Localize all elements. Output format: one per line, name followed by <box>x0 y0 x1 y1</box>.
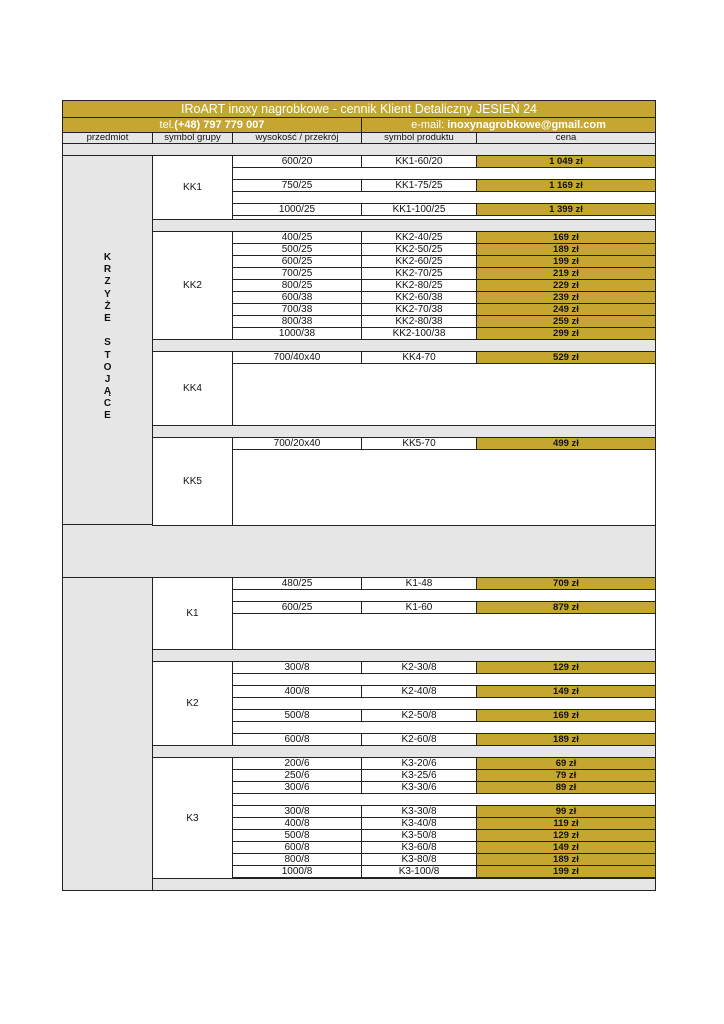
product-code-cell: KK1-100/25 <box>361 203 477 216</box>
group-symbol-cell: KK5 <box>152 437 233 526</box>
price-cell: 99 zł <box>476 805 656 818</box>
size-cell: 700/20x40 <box>232 437 362 450</box>
size-cell: 750/25 <box>232 179 362 192</box>
price-cell: 499 zł <box>476 437 656 450</box>
size-cell: 300/6 <box>232 781 362 794</box>
group-symbol-cell: KK4 <box>152 351 233 426</box>
price-cell: 169 zł <box>476 709 656 722</box>
section-letter: Ż <box>104 300 111 312</box>
product-code-cell: K3-40/8 <box>361 817 477 830</box>
group-body <box>232 437 656 526</box>
product-code-cell: KK2-60/25 <box>361 255 477 268</box>
email-label: e-mail: <box>411 118 448 131</box>
size-cell: 300/8 <box>232 661 362 674</box>
size-cell: 400/25 <box>232 231 362 244</box>
size-cell: 200/6 <box>232 757 362 770</box>
group-separator-row <box>152 878 656 891</box>
column-header-przedmiot: przedmiot <box>62 132 153 144</box>
price-cell: 1 399 zł <box>476 203 656 216</box>
price-cell: 529 zł <box>476 351 656 364</box>
price-cell: 219 zł <box>476 267 656 280</box>
price-cell: 79 zł <box>476 769 656 782</box>
phone-label: tel. <box>159 118 175 131</box>
product-code-cell: K3-80/8 <box>361 853 477 866</box>
email-cell <box>361 117 656 133</box>
product-code-cell: K3-25/6 <box>361 769 477 782</box>
product-code-cell: K2-50/8 <box>361 709 477 722</box>
product-code-cell: K3-30/8 <box>361 805 477 818</box>
product-code-cell: KK1-75/25 <box>361 179 477 192</box>
size-cell: 800/38 <box>232 315 362 328</box>
size-cell: 600/20 <box>232 155 362 168</box>
section-letter: E <box>104 312 111 324</box>
size-cell: 1000/8 <box>232 865 362 878</box>
product-code-cell: K3-20/6 <box>361 757 477 770</box>
price-cell: 189 zł <box>476 243 656 256</box>
price-cell: 69 zł <box>476 757 656 770</box>
price-cell: 149 zł <box>476 685 656 698</box>
product-code-cell: KK2-60/38 <box>361 291 477 304</box>
product-code-cell: K3-50/8 <box>361 829 477 842</box>
section-letter: C <box>103 398 112 410</box>
section-separator-band <box>62 524 656 578</box>
product-code-cell: KK2-80/38 <box>361 315 477 328</box>
price-list-title: IRoART inoxy nagrobkowe - cennik Klient Detaliczny JESIEŃ 24 <box>62 100 656 118</box>
phone-number: (+48) 797 779 007 <box>174 118 265 131</box>
size-cell: 800/8 <box>232 853 362 866</box>
price-cell: 189 zł <box>476 853 656 866</box>
email-address: inoxynagrobkowe@gmail.com <box>447 118 606 131</box>
size-cell: 700/25 <box>232 267 362 280</box>
price-cell: 709 zł <box>476 577 656 590</box>
section-letter: O <box>103 361 112 373</box>
phone-cell <box>62 117 362 133</box>
product-code-cell: K2-60/8 <box>361 733 477 746</box>
size-cell: 1000/25 <box>232 203 362 216</box>
size-cell: 480/25 <box>232 577 362 590</box>
size-cell: 500/25 <box>232 243 362 256</box>
section-letter <box>106 325 109 337</box>
product-code-cell: KK1-60/20 <box>361 155 477 168</box>
section-letter: T <box>104 349 111 361</box>
section-letter: E <box>104 410 111 422</box>
size-cell: 600/38 <box>232 291 362 304</box>
group-symbol-cell: KK2 <box>152 231 233 341</box>
price-cell: 169 zł <box>476 231 656 244</box>
section-krzyze-stojace-label <box>62 252 153 423</box>
product-code-cell: KK2-100/38 <box>361 327 477 340</box>
size-cell: 700/40x40 <box>232 351 362 364</box>
section-k <box>62 577 153 891</box>
size-cell: 400/8 <box>232 817 362 830</box>
size-cell: 400/8 <box>232 685 362 698</box>
size-cell: 600/25 <box>232 255 362 268</box>
size-cell: 600/8 <box>232 841 362 854</box>
price-cell: 229 zł <box>476 279 656 292</box>
product-code-cell: K1-60 <box>361 601 477 614</box>
product-code-cell: K3-60/8 <box>361 841 477 854</box>
product-code-cell: K2-40/8 <box>361 685 477 698</box>
column-header-symbol-produktu: symbol produktu <box>361 132 477 144</box>
group-symbol-cell: K2 <box>152 661 233 746</box>
price-cell: 129 zł <box>476 661 656 674</box>
price-cell: 199 zł <box>476 865 656 878</box>
price-cell: 1 169 zł <box>476 179 656 192</box>
size-cell: 300/8 <box>232 805 362 818</box>
product-code-cell: KK2-70/38 <box>361 303 477 316</box>
product-code-cell: K2-30/8 <box>361 661 477 674</box>
group-symbol-cell: K3 <box>152 757 233 880</box>
price-cell: 199 zł <box>476 255 656 268</box>
size-cell: 700/38 <box>232 303 362 316</box>
product-code-cell: KK5-70 <box>361 437 477 450</box>
price-cell: 259 zł <box>476 315 656 328</box>
group-symbol-cell: KK1 <box>152 155 233 221</box>
section-letter: Z <box>104 276 111 288</box>
product-code-cell: KK2-70/25 <box>361 267 477 280</box>
product-code-cell: KK2-40/25 <box>361 231 477 244</box>
price-cell: 129 zł <box>476 829 656 842</box>
size-cell: 1000/38 <box>232 327 362 340</box>
price-cell: 149 zł <box>476 841 656 854</box>
group-symbol-cell: K1 <box>152 577 233 650</box>
price-cell: 189 zł <box>476 733 656 746</box>
section-letter: Ą <box>103 386 112 398</box>
price-cell: 299 zł <box>476 327 656 340</box>
size-cell: 800/25 <box>232 279 362 292</box>
section-letter: K <box>103 252 112 263</box>
product-code-cell: K1-48 <box>361 577 477 590</box>
product-code-cell: KK4-70 <box>361 351 477 364</box>
size-cell: 500/8 <box>232 829 362 842</box>
size-cell: 600/25 <box>232 601 362 614</box>
price-cell: 1 049 zł <box>476 155 656 168</box>
price-cell: 119 zł <box>476 817 656 830</box>
section-letter: J <box>104 373 111 385</box>
size-cell: 500/8 <box>232 709 362 722</box>
product-code-cell: KK2-50/25 <box>361 243 477 256</box>
product-code-cell: KK2-80/25 <box>361 279 477 292</box>
price-cell: 879 zł <box>476 601 656 614</box>
price-cell: 239 zł <box>476 291 656 304</box>
section-letter: S <box>104 337 111 349</box>
size-cell: 600/8 <box>232 733 362 746</box>
column-header-wysokosc: wysokość / przekrój <box>232 132 362 144</box>
price-cell: 89 zł <box>476 781 656 794</box>
column-header-cena: cena <box>476 132 656 144</box>
product-code-cell: K3-30/6 <box>361 781 477 794</box>
price-list-sheet <box>62 100 656 891</box>
section-letter: Y <box>104 288 111 300</box>
section-letter: R <box>103 264 112 276</box>
price-cell: 249 zł <box>476 303 656 316</box>
size-cell: 250/6 <box>232 769 362 782</box>
column-header-symbol-grupy: symbol grupy <box>152 132 233 144</box>
product-code-cell: K3-100/8 <box>361 865 477 878</box>
